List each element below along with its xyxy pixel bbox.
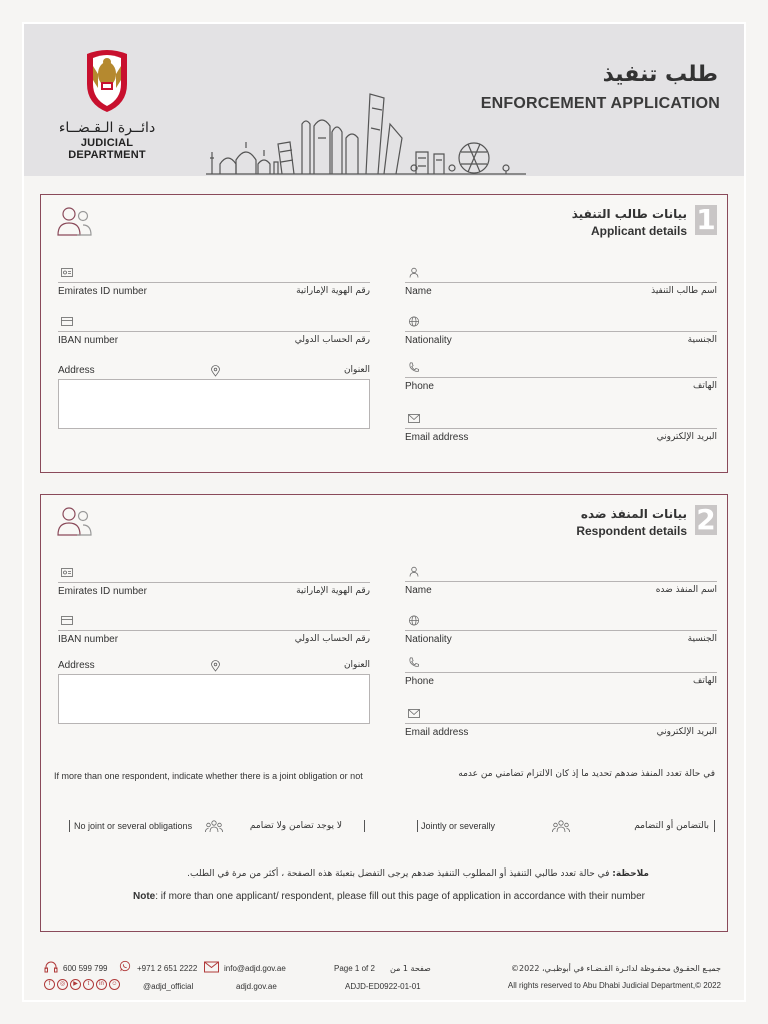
nationality-field[interactable] bbox=[405, 314, 717, 354]
emirates-id-field[interactable] bbox=[58, 265, 370, 305]
name-field[interactable] bbox=[405, 564, 717, 604]
address-input[interactable] bbox=[58, 379, 370, 429]
section-title: Respondent details bbox=[576, 524, 687, 538]
website-link[interactable]: adjd.gov.ae bbox=[236, 982, 277, 991]
youtube-icon[interactable]: ▶ bbox=[70, 979, 81, 990]
id-card-icon bbox=[61, 567, 73, 578]
email-field[interactable] bbox=[405, 411, 717, 451]
note-label: Note bbox=[133, 891, 156, 902]
emirates-id-label-arabic: رقم الهوية الإماراتية bbox=[296, 586, 370, 596]
address-label-arabic: العنوان bbox=[343, 660, 370, 670]
name-label-arabic: اسم طالب التنفيذ bbox=[651, 286, 717, 296]
page-footer bbox=[40, 955, 728, 1000]
iban-label: IBAN number bbox=[58, 335, 119, 346]
social-icons bbox=[44, 979, 122, 990]
falcon-crest-icon bbox=[79, 44, 135, 114]
section-title-arabic: بيانات المنفذ ضده bbox=[580, 507, 687, 521]
phone-label-arabic: الهاتف bbox=[693, 381, 717, 391]
nationality-label: Nationality bbox=[405, 335, 452, 346]
no-joint-option-label: No joint or several obligations bbox=[74, 821, 193, 831]
section-number: 1 bbox=[696, 203, 716, 236]
facebook-icon[interactable]: f bbox=[44, 979, 55, 990]
name-label: Name bbox=[405, 585, 432, 596]
globe-icon bbox=[408, 316, 420, 327]
iban-label: IBAN number bbox=[58, 634, 119, 645]
nationality-field[interactable] bbox=[405, 613, 717, 653]
linkedin-icon[interactable]: in bbox=[96, 979, 107, 990]
address-label: Address bbox=[58, 365, 95, 376]
name-label-arabic: اسم المنفذ ضده bbox=[655, 585, 717, 595]
bank-card-icon bbox=[61, 615, 73, 626]
respondent-details-section bbox=[40, 494, 728, 932]
iban-label-arabic: رقم الحساب الدولي bbox=[294, 634, 370, 644]
address-label-arabic: العنوان bbox=[343, 365, 370, 375]
copyright: All rights reserved to Abu Dhabi Judicial Department,© 2022 bbox=[507, 981, 721, 990]
page-number: Page 1 of 2 bbox=[334, 964, 375, 973]
page-header bbox=[24, 24, 744, 176]
email-label-arabic: البريد الإلكتروني bbox=[656, 727, 717, 737]
page-title-arabic: طلب تنفيذ bbox=[602, 62, 718, 87]
group-icon bbox=[552, 819, 570, 833]
id-card-icon bbox=[61, 267, 73, 278]
contact-email[interactable]: info@adjd.gov.ae bbox=[224, 964, 286, 973]
phone-field[interactable] bbox=[405, 655, 717, 695]
address-label: Address bbox=[58, 660, 95, 671]
group-icon bbox=[205, 819, 223, 833]
social-handle: @adjd_official bbox=[143, 982, 194, 991]
phone-icon bbox=[408, 362, 420, 373]
joint-obligation-question-arabic: في حالة تعدد المنفذ ضدهم تحديد ما إذ كان الالتزام تضامني من عدمه bbox=[458, 769, 715, 779]
no-joint-option-label-arabic: لا يوجد تضامن ولا تضامم bbox=[249, 821, 342, 831]
globe-icon bbox=[408, 615, 420, 626]
phone-icon bbox=[408, 657, 420, 668]
note-arabic bbox=[187, 869, 649, 879]
whatsapp-number: +971 2 651 2222 bbox=[137, 964, 198, 973]
email-label-arabic: البريد الإلكتروني bbox=[656, 432, 717, 442]
page-title: ENFORCEMENT APPLICATION bbox=[480, 95, 720, 112]
phone-number: 600 599 799 bbox=[63, 964, 108, 973]
copyright-arabic: جميـع الحقـوق محفـوظة لدائـرة القـضـاء في أبوظبـي، 2022© bbox=[511, 964, 721, 973]
email-label: Email address bbox=[405, 727, 469, 738]
joint-obligation-question: If more than one respondent, indicate whether there is a joint obligation or not bbox=[54, 771, 363, 781]
person-icon bbox=[408, 566, 420, 577]
iban-label-arabic: رقم الحساب الدولي bbox=[294, 335, 370, 345]
instagram-icon[interactable]: ◎ bbox=[57, 979, 68, 990]
location-pin-icon bbox=[211, 365, 220, 377]
location-pin-icon bbox=[211, 660, 220, 672]
envelope-icon bbox=[408, 413, 420, 424]
emirates-id-field[interactable] bbox=[58, 565, 370, 605]
email-field[interactable] bbox=[405, 706, 717, 746]
section-title: Applicant details bbox=[590, 224, 687, 238]
phone-field[interactable] bbox=[405, 360, 717, 400]
joint-obligation-option[interactable] bbox=[417, 819, 715, 835]
email-label: Email address bbox=[405, 432, 469, 443]
no-joint-obligation-option[interactable] bbox=[69, 819, 365, 835]
twitter-icon[interactable]: t bbox=[83, 979, 94, 990]
phone-label: Phone bbox=[405, 381, 434, 392]
nationality-label-arabic: الجنسية bbox=[687, 634, 717, 644]
logo-arabic-text: دائــرة الـقـضــاء bbox=[58, 120, 156, 136]
joint-option-label: Jointly or severally bbox=[421, 821, 496, 831]
nationality-label: Nationality bbox=[405, 634, 452, 645]
note-arabic-label: ملاحظة: bbox=[612, 869, 649, 879]
nationality-label-arabic: الجنسية bbox=[687, 335, 717, 345]
bank-card-icon bbox=[61, 316, 73, 327]
users-icon bbox=[55, 205, 95, 237]
name-label: Name bbox=[405, 286, 432, 297]
whatsapp-icon bbox=[118, 960, 132, 972]
logo-english-text: JUDICIAL DEPARTMENT bbox=[68, 137, 146, 161]
joint-option-label-arabic: بالتضامن أو التضامم bbox=[634, 821, 709, 831]
envelope-icon bbox=[408, 708, 420, 719]
phone-label-arabic: الهاتف bbox=[693, 676, 717, 686]
applicant-details-section bbox=[40, 194, 728, 473]
iban-field[interactable] bbox=[58, 314, 370, 354]
note bbox=[133, 891, 645, 902]
emirates-id-label: Emirates ID number bbox=[58, 586, 147, 597]
phone-label: Phone bbox=[405, 676, 434, 687]
note-arabic-text: في حالة تعدد طالبي التنفيذ أو المطلوب التنفيذ ضدهم يرجى التفضل بتعبئة هذه الصفحة ، أكثر من مرة في الطلب. bbox=[187, 869, 613, 879]
emirates-id-label: Emirates ID number bbox=[58, 286, 147, 297]
users-icon bbox=[55, 505, 95, 537]
note-text: : if more than one applicant/ respondent, please fill out this page of application in accordance with their number bbox=[155, 891, 645, 902]
abu-dhabi-skyline-illustration bbox=[206, 68, 526, 176]
document-code: ADJD-ED0922-01-01 bbox=[345, 982, 421, 991]
section-title-arabic: بيانات طالب التنفيذ bbox=[571, 207, 687, 221]
address-input[interactable] bbox=[58, 674, 370, 724]
envelope-icon bbox=[204, 961, 219, 973]
iban-field[interactable] bbox=[58, 613, 370, 653]
snapchat-icon[interactable]: ☺ bbox=[109, 979, 120, 990]
judicial-department-logo bbox=[42, 44, 172, 161]
page-number-arabic: صفحة 1 من bbox=[390, 964, 431, 973]
emirates-id-label-arabic: رقم الهوية الإماراتية bbox=[296, 286, 370, 296]
name-field[interactable] bbox=[405, 265, 717, 305]
person-icon bbox=[408, 267, 420, 278]
section-number: 2 bbox=[696, 503, 716, 536]
headset-icon bbox=[44, 961, 58, 973]
